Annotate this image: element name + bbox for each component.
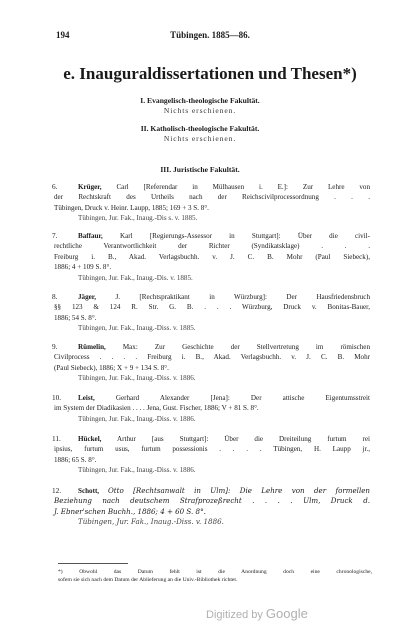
entry-line: der Rechtskraft des Urtheils nach der Reichscivilprocessordnung . . . xyxy=(54,193,370,202)
entry-line: Schott, Otto [Rechtsanwalt in Ulm]: Die Lehre von der formellen xyxy=(78,486,370,495)
entry-line: Freiburg i. B., Akad. Verlagsbuchh. v. J. C. B. Mohr (Paul Siebeck), xyxy=(54,252,370,261)
author-name: Jäger, xyxy=(78,293,97,301)
dissertation-entry xyxy=(54,292,370,334)
running-title: Tübingen. 1885—86. xyxy=(170,30,250,40)
entry-number: 10. xyxy=(52,393,62,402)
author-name: Hückel, xyxy=(78,435,102,443)
faculty-title: I. Evangelisch-theologische Fakultät. xyxy=(140,96,260,105)
entry-number: 12. xyxy=(52,486,62,495)
entry-line: Leist, Gerhard Alexander [Jena]: Der attische Eigentumsstreit xyxy=(78,394,370,402)
watermark-brand: Google xyxy=(265,606,308,621)
entry-line: Baffaur, Karl [Regierungs-Assessor in Stuttgart]: Über die civil- xyxy=(78,232,370,240)
author-name: Schott, xyxy=(78,487,100,495)
entry-note: Tübingen, Jur. Fak., Inaug.-Dis s. v. 1885. xyxy=(78,214,198,223)
dissertation-entry xyxy=(54,231,370,283)
entry-line: im System der Diadikasien . . . . Jena, Gust. Fischer, 1886; V + 81 S. 8°. xyxy=(54,404,259,413)
entry-line: Krüger, Carl [Referendar in Mülhausen i. E.]: Zur Lehre von xyxy=(78,183,370,191)
dissertation-entry xyxy=(54,342,370,384)
author-name: Rümelin, xyxy=(78,343,106,351)
entry-line: Civilprocess . . . . Freiburg i. B., Akad. Verlagsbuchh. v. J. C. B. Mohr xyxy=(54,353,370,362)
entry-line: Rümelin, Max: Zur Geschichte der Stellvertretung im römischen xyxy=(78,343,370,351)
footnote-rule xyxy=(58,563,128,564)
running-header xyxy=(56,30,364,44)
entry-line: rechtliche Verantwortlichkeit der Richter (Syndikatsklage) . . . xyxy=(54,242,370,251)
entry-note: Tübingen, Jur. Fak., Inaug.-Diss. v. 1886. xyxy=(78,466,196,475)
entry-note: Tübingen, Jur. Fak., Inaug.-Diss. v. 1885. xyxy=(78,324,196,333)
author-name: Leist, xyxy=(78,394,95,402)
entry-number: 6. xyxy=(52,182,58,191)
entry-line: 1886; 4 + 109 S. 8°. xyxy=(54,263,112,272)
entry-number: 11. xyxy=(52,434,61,443)
faculty-status: Nichts erschienen. xyxy=(163,134,237,143)
entry-line: Jäger, J. [Rechtspraktikant in Würzburg]: Der Hausfriedensbruch xyxy=(78,293,370,301)
dissertation-entry xyxy=(54,182,370,224)
faculty-title: III. Juristische Fakultät. xyxy=(160,165,240,174)
entry-line: ipsius, furtum usus, furtum possessionis . . . . Tübingen, H. Laupp jr., xyxy=(54,445,370,454)
entry-line: 1886; 65 S. 8°. xyxy=(54,455,97,464)
page-number: 194 xyxy=(56,30,70,40)
entry-line: Hückel, Arthur [aus Stuttgart]: Über die Dreiteilung furtum rei xyxy=(78,435,370,443)
footnote xyxy=(58,568,372,584)
entry-number: 8. xyxy=(52,292,58,301)
entry-number: 7. xyxy=(52,231,58,240)
dissertation-entry xyxy=(54,486,370,528)
faculty-section-2 xyxy=(0,124,400,143)
entry-line: Tübingen, Druck v. Heinr. Laupp, 1885; 169 + 3 S. 8°. xyxy=(54,203,209,212)
footnote-line: *) Obwohl das Datum fehlt ist die Anordnung doch eine chronologische, xyxy=(58,569,372,575)
entry-note: Tübingen, Jur. Fak., Inaug.-Diss. v. 1886. xyxy=(78,374,196,383)
footnote-line: sofern sie sich nach dem Datum der Ablieferung an die Univ.-Bibliothek richtet. xyxy=(58,577,238,583)
faculty-section-1 xyxy=(0,96,400,115)
faculty-status: Nichts erschienen. xyxy=(163,106,237,115)
dissertation-entry xyxy=(54,434,370,476)
faculty-title: II. Katholisch-theologische Fakultät. xyxy=(140,124,260,133)
digitization-watermark xyxy=(206,606,308,621)
author-name: Krüger, xyxy=(78,183,102,191)
entry-number: 9. xyxy=(52,342,58,351)
author-name: Baffaur, xyxy=(78,232,103,240)
entry-note: Tübingen, Jur. Fak., Inaug.-Diss. v. 1886. xyxy=(78,414,196,423)
watermark-prefix: Digitized by xyxy=(206,609,263,621)
entry-line: Beziehung nach deutschem Strafprozeßrecht . . . . Ulm, Druck d. xyxy=(54,496,370,506)
faculty-section-3 xyxy=(0,165,400,174)
dissertation-entry xyxy=(54,393,370,424)
entry-line: J. Ebner'schen Buchh., 1886; 4 + 60 S. 8°. xyxy=(54,506,206,516)
entry-line: §§ 123 & 124 R. Str. G. B. . . . Würzburg, Druck v. Bonitas-Bauer, xyxy=(54,303,370,312)
entry-note: Tübingen, Jur. Fak., Inaug.-Diss. v. 1886. xyxy=(78,517,224,527)
section-heading: e. Inauguraldissertationen und Thesen*) xyxy=(63,64,357,83)
entry-line: (Paul Siebeck), 1886; X + 9 + 134 S. 8°. xyxy=(54,363,169,372)
entry-line: 1886; 54 S. 8°. xyxy=(54,313,97,322)
entry-note: Tübingen, Jur. Fak., Inaug.-Dis. v. 1885. xyxy=(78,273,193,282)
